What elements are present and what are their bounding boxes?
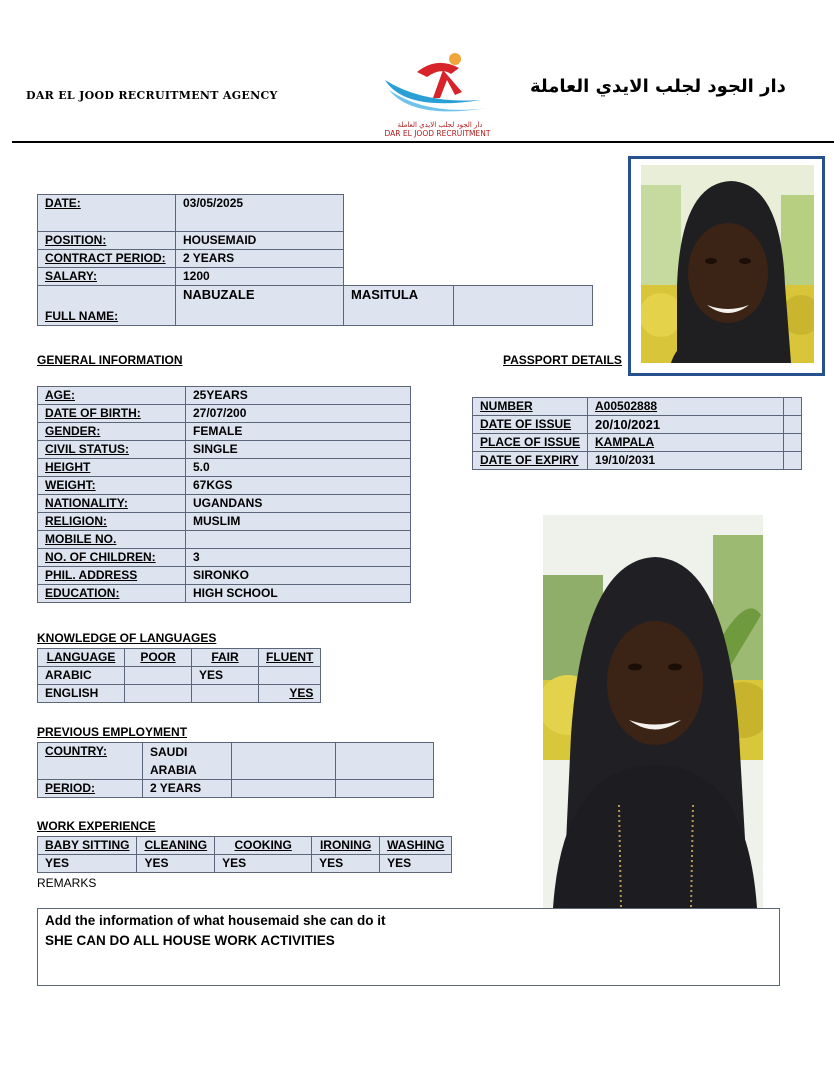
full-body-photo bbox=[543, 515, 763, 908]
language-header: LANGUAGE bbox=[38, 649, 125, 667]
last-name-value: MASITULA bbox=[344, 286, 454, 326]
general-label: HEIGHT bbox=[38, 459, 186, 477]
country-label: COUNTRY: bbox=[38, 743, 143, 780]
position-label: POSITION: bbox=[38, 232, 176, 250]
agency-logo bbox=[383, 50, 498, 122]
passport-details-title: PASSPORT DETAILS bbox=[503, 353, 622, 367]
date-label: DATE: bbox=[38, 195, 176, 232]
general-value: 3 bbox=[186, 549, 411, 567]
logo-caption-english: DAR EL JOOD RECRUITMENT bbox=[384, 129, 491, 138]
general-label: MOBILE NO. bbox=[38, 531, 186, 549]
language-poor bbox=[125, 667, 192, 685]
table-row bbox=[38, 459, 411, 477]
table-row bbox=[38, 531, 411, 549]
baby-sitting-value: YES bbox=[38, 855, 137, 873]
poor-header: POOR bbox=[125, 649, 192, 667]
contract-period-label: CONTRACT PERIOD: bbox=[38, 250, 176, 268]
table-row bbox=[38, 780, 434, 798]
period-value: 2 YEARS bbox=[143, 780, 232, 798]
salary-label: SALARY: bbox=[38, 268, 176, 286]
passport-label: DATE OF EXPIRY bbox=[473, 452, 588, 470]
general-value: SIRONKO bbox=[186, 567, 411, 585]
table-row bbox=[38, 387, 411, 405]
table-row bbox=[38, 195, 593, 232]
logo-caption-arabic: دار الجود لجلب الايدي العاملة bbox=[397, 121, 483, 129]
agency-name-english: DAR EL JOOD RECRUITMENT AGENCY bbox=[26, 89, 278, 102]
general-value: SINGLE bbox=[186, 441, 411, 459]
table-row bbox=[38, 495, 411, 513]
work-experience-table bbox=[37, 836, 452, 873]
ironing-header: IRONING bbox=[312, 837, 380, 855]
table-row bbox=[38, 268, 593, 286]
previous-employment-title: PREVIOUS EMPLOYMENT bbox=[37, 725, 188, 739]
table-row bbox=[473, 434, 802, 452]
table-row bbox=[38, 441, 411, 459]
passport-label: PLACE OF ISSUE bbox=[473, 434, 588, 452]
table-row bbox=[38, 837, 452, 855]
cooking-header: COOKING bbox=[215, 837, 312, 855]
passport-value: KAMPALA bbox=[588, 434, 784, 452]
languages-title: KNOWLEDGE OF LANGUAGES bbox=[37, 631, 217, 645]
washing-header: WASHING bbox=[380, 837, 452, 855]
name-extra-cell bbox=[454, 286, 593, 326]
general-label: NATIONALITY: bbox=[38, 495, 186, 513]
remarks-line-1: Add the information of what housemaid she can do it bbox=[45, 913, 386, 928]
country-line-2: ARABIA bbox=[150, 763, 197, 777]
general-label: RELIGION: bbox=[38, 513, 186, 531]
salary-value: 1200 bbox=[176, 268, 344, 286]
remarks-box bbox=[37, 908, 780, 986]
general-label: CIVIL STATUS: bbox=[38, 441, 186, 459]
passport-extra-cell bbox=[784, 398, 802, 416]
passport-details-table bbox=[472, 397, 802, 470]
cleaning-value: YES bbox=[137, 855, 215, 873]
language-fair bbox=[192, 685, 259, 703]
table-row bbox=[38, 567, 411, 585]
general-value: MUSLIM bbox=[186, 513, 411, 531]
table-row bbox=[38, 250, 593, 268]
language-name: ARABIC bbox=[38, 667, 125, 685]
employment-extra-cell bbox=[232, 743, 336, 780]
washing-value: YES bbox=[380, 855, 452, 873]
general-value: 25YEARS bbox=[186, 387, 411, 405]
table-row bbox=[473, 452, 802, 470]
work-experience-title: WORK EXPERIENCE bbox=[37, 819, 156, 833]
passport-extra-cell bbox=[784, 434, 802, 452]
period-label: PERIOD: bbox=[38, 780, 143, 798]
header-divider bbox=[12, 141, 834, 143]
languages-table bbox=[37, 648, 321, 703]
passport-photo-frame bbox=[628, 156, 825, 376]
general-label: WEIGHT: bbox=[38, 477, 186, 495]
table-row bbox=[38, 232, 593, 250]
table-row bbox=[38, 685, 321, 703]
employment-extra-cell bbox=[336, 743, 434, 780]
first-name-value: NABUZALE bbox=[176, 286, 344, 326]
general-label: PHIL. ADDRESS bbox=[38, 567, 186, 585]
previous-employment-table bbox=[37, 742, 434, 798]
general-label: DATE OF BIRTH: bbox=[38, 405, 186, 423]
country-line-1: SAUDI bbox=[150, 745, 188, 759]
date-value: 03/05/2025 bbox=[176, 195, 344, 232]
fluent-header: FLUENT bbox=[259, 649, 321, 667]
position-value: HOUSEMAID bbox=[176, 232, 344, 250]
general-value bbox=[186, 531, 411, 549]
table-row bbox=[38, 477, 411, 495]
contract-period-value: 2 YEARS bbox=[176, 250, 344, 268]
table-row bbox=[473, 398, 802, 416]
general-label: EDUCATION: bbox=[38, 585, 186, 603]
passport-photo bbox=[641, 165, 814, 363]
passport-label: NUMBER bbox=[473, 398, 588, 416]
logo-head bbox=[449, 53, 461, 65]
general-value: UGANDANS bbox=[186, 495, 411, 513]
table-row bbox=[38, 286, 593, 326]
employment-extra-cell bbox=[232, 780, 336, 798]
logo-wave-1 bbox=[385, 80, 481, 103]
full-name-label: FULL NAME: bbox=[38, 286, 176, 326]
employment-extra-cell bbox=[336, 780, 434, 798]
general-information-table bbox=[37, 386, 411, 603]
passport-value: 20/10/2021 bbox=[588, 416, 784, 434]
table-row bbox=[38, 743, 434, 780]
passport-value: A00502888 bbox=[588, 398, 784, 416]
ironing-value: YES bbox=[312, 855, 380, 873]
general-value: HIGH SCHOOL bbox=[186, 585, 411, 603]
language-fluent: YES bbox=[259, 685, 321, 703]
remarks-label: REMARKS bbox=[37, 876, 97, 890]
general-label: AGE: bbox=[38, 387, 186, 405]
table-row bbox=[38, 649, 321, 667]
passport-extra-cell bbox=[784, 452, 802, 470]
table-row bbox=[473, 416, 802, 434]
table-row bbox=[38, 423, 411, 441]
general-value: 67KGS bbox=[186, 477, 411, 495]
language-fair: YES bbox=[192, 667, 259, 685]
table-row bbox=[38, 549, 411, 567]
logo-figure-body bbox=[433, 70, 462, 98]
general-value: 5.0 bbox=[186, 459, 411, 477]
general-information-title: GENERAL INFORMATION bbox=[37, 353, 183, 367]
table-row bbox=[38, 513, 411, 531]
cooking-value: YES bbox=[215, 855, 312, 873]
table-row bbox=[38, 405, 411, 423]
cleaning-header: CLEANING bbox=[137, 837, 215, 855]
passport-label: DATE OF ISSUE bbox=[473, 416, 588, 434]
fair-header: FAIR bbox=[192, 649, 259, 667]
logo-figure-arm bbox=[417, 63, 459, 77]
general-value: FEMALE bbox=[186, 423, 411, 441]
general-value: 27/07/200 bbox=[186, 405, 411, 423]
passport-value: 19/10/2031 bbox=[588, 452, 784, 470]
remarks-line-2: SHE CAN DO ALL HOUSE WORK ACTIVITIES bbox=[45, 933, 335, 948]
language-poor bbox=[125, 685, 192, 703]
country-value bbox=[143, 743, 232, 780]
passport-extra-cell bbox=[784, 416, 802, 434]
agency-name-arabic: دار الجود لجلب الايدي العاملة bbox=[530, 76, 786, 97]
general-label: NO. OF CHILDREN: bbox=[38, 549, 186, 567]
job-details-table bbox=[37, 194, 593, 326]
table-row bbox=[38, 855, 452, 873]
language-name: ENGLISH bbox=[38, 685, 125, 703]
table-row bbox=[38, 667, 321, 685]
table-row bbox=[38, 585, 411, 603]
general-label: GENDER: bbox=[38, 423, 186, 441]
baby-sitting-header: BABY SITTING bbox=[38, 837, 137, 855]
language-fluent bbox=[259, 667, 321, 685]
